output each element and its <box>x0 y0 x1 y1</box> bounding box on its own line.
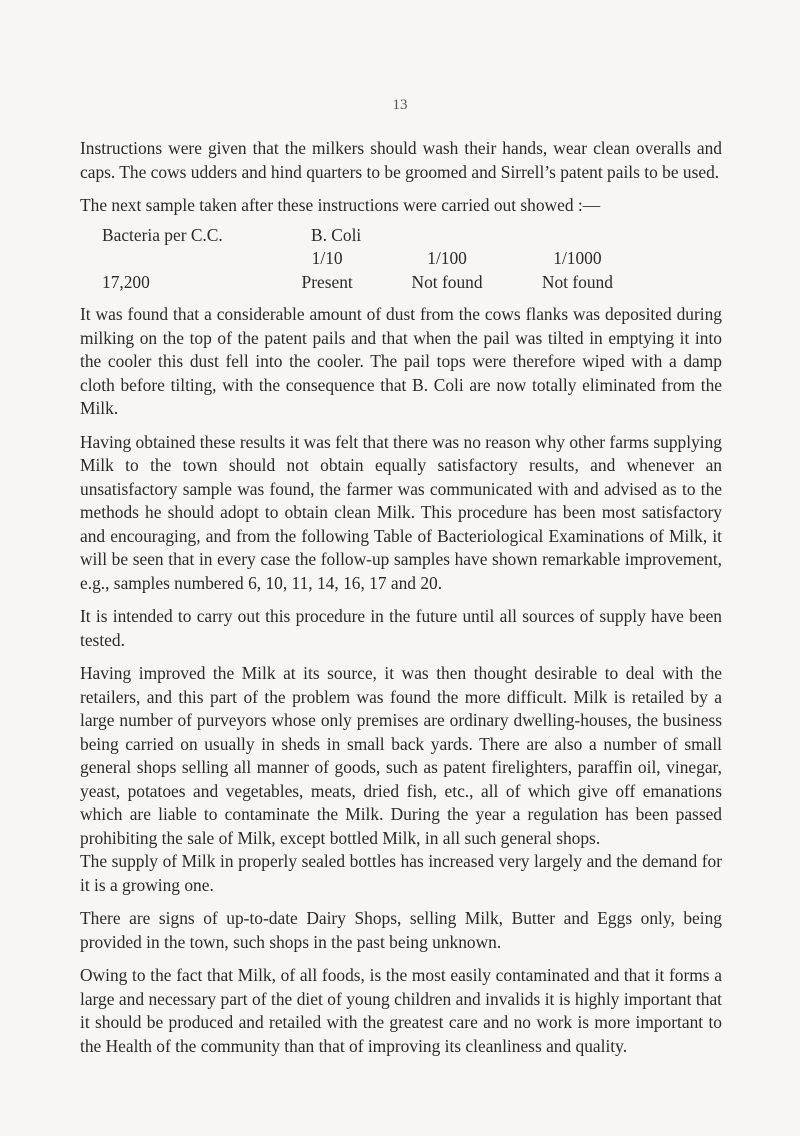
paragraph-dairy-shops: There are signs of up-to-date Dairy Shops, selling Milk, Butter and Eggs only, being provided in the town, such shops in the past being unknown. <box>80 908 722 952</box>
bacteria-count: 17,200 <box>102 271 150 292</box>
coli-result-1-100: Not found <box>411 271 483 292</box>
coli-header: B. Coli <box>311 224 362 245</box>
paragraph-dust: It was found that a considerable amount of dust from the cows flanks was deposited during milking on the top of the patent pails and that when the pail was tilted in emptying it into the cooler this dust fell into the cooler. The pail tops were therefore wiped with a damp cloth before tilting, with the consequence that B. Coli are now totally eliminated from the Milk. <box>80 304 722 418</box>
paragraph-retailers: Having improved the Milk at its source, it was then thought desirable to deal with the retailers, and this part of the problem was found the more difficult. Milk is retailed by a large number of purveyors whose only premises are ordinary dwelling-houses, the business being carried on usually in sheds in small back yards. There are also a number of small general shops selling all manner of goods, such as patent firelighters, paraffin oil, vinegar, yeast, potatoes and vegetables, meats, dried fish, etc., all of which give off emanations which are liable to contaminate the Milk. During the year a regulation has been passed prohibiting the sale of Milk, except bottled Milk, in all such general shops. <box>80 663 722 848</box>
coli-result-1-1000: Not found <box>541 271 613 292</box>
coli-result-1-10: Present <box>301 271 353 292</box>
paragraph-conclusion: Owing to the fact that Milk, of all foods, is the most easily contaminated and that it forms a large and necessary part of the diet of young children and invalids it is highly important that it should be produced and retailed with the greatest care and no work is more important to the Health of the community than that of improving its cleanliness and quality. <box>80 965 722 1056</box>
sample-results-table <box>80 224 640 295</box>
table-dilution-row <box>80 247 640 271</box>
paragraph-bottles: The supply of Milk in properly sealed bottles has increased very largely and the demand for it is a growing one. <box>80 851 722 895</box>
dilution-1-10: 1/10 <box>311 248 343 268</box>
paragraph-future: It is intended to carry out this procedure in the future until all sources of supply have been tested. <box>80 606 722 650</box>
paragraph-other-farms: Having obtained these results it was felt that there was no reason why other farms supplying Milk to the town should not obtain equally satisfactory results, and whenever an unsatisfactory sample was found, the farmer was communicated with and advised as to the methods he should adopt to obtain clean Milk. This procedure has been most satisfactory and encouraging, and from the following Table of Bacteriological Examinations of Milk, it will be seen that in every case the follow-up samples have shown remarkable improvement, e.g., samples numbered 6, 10, 11, 14, 16, 17 and 20. <box>80 431 722 593</box>
table-header-row <box>80 224 640 248</box>
page-number: 13 <box>392 97 408 113</box>
body-text <box>80 137 722 1068</box>
paragraph-instructions: Instructions were given that the milkers should wash their hands, wear clean overalls and caps. The cows udders and hind quarters to be groomed and Sirrell’s patent pails to be used. <box>80 138 722 182</box>
dilution-1-100: 1/100 <box>427 248 467 268</box>
table-row <box>80 271 640 295</box>
bacteria-header: Bacteria per C.C. <box>102 224 223 245</box>
dilution-1-1000: 1/1000 <box>553 248 602 268</box>
paragraph-next-sample: The next sample taken after these instructions were carried out showed :— <box>80 195 601 215</box>
